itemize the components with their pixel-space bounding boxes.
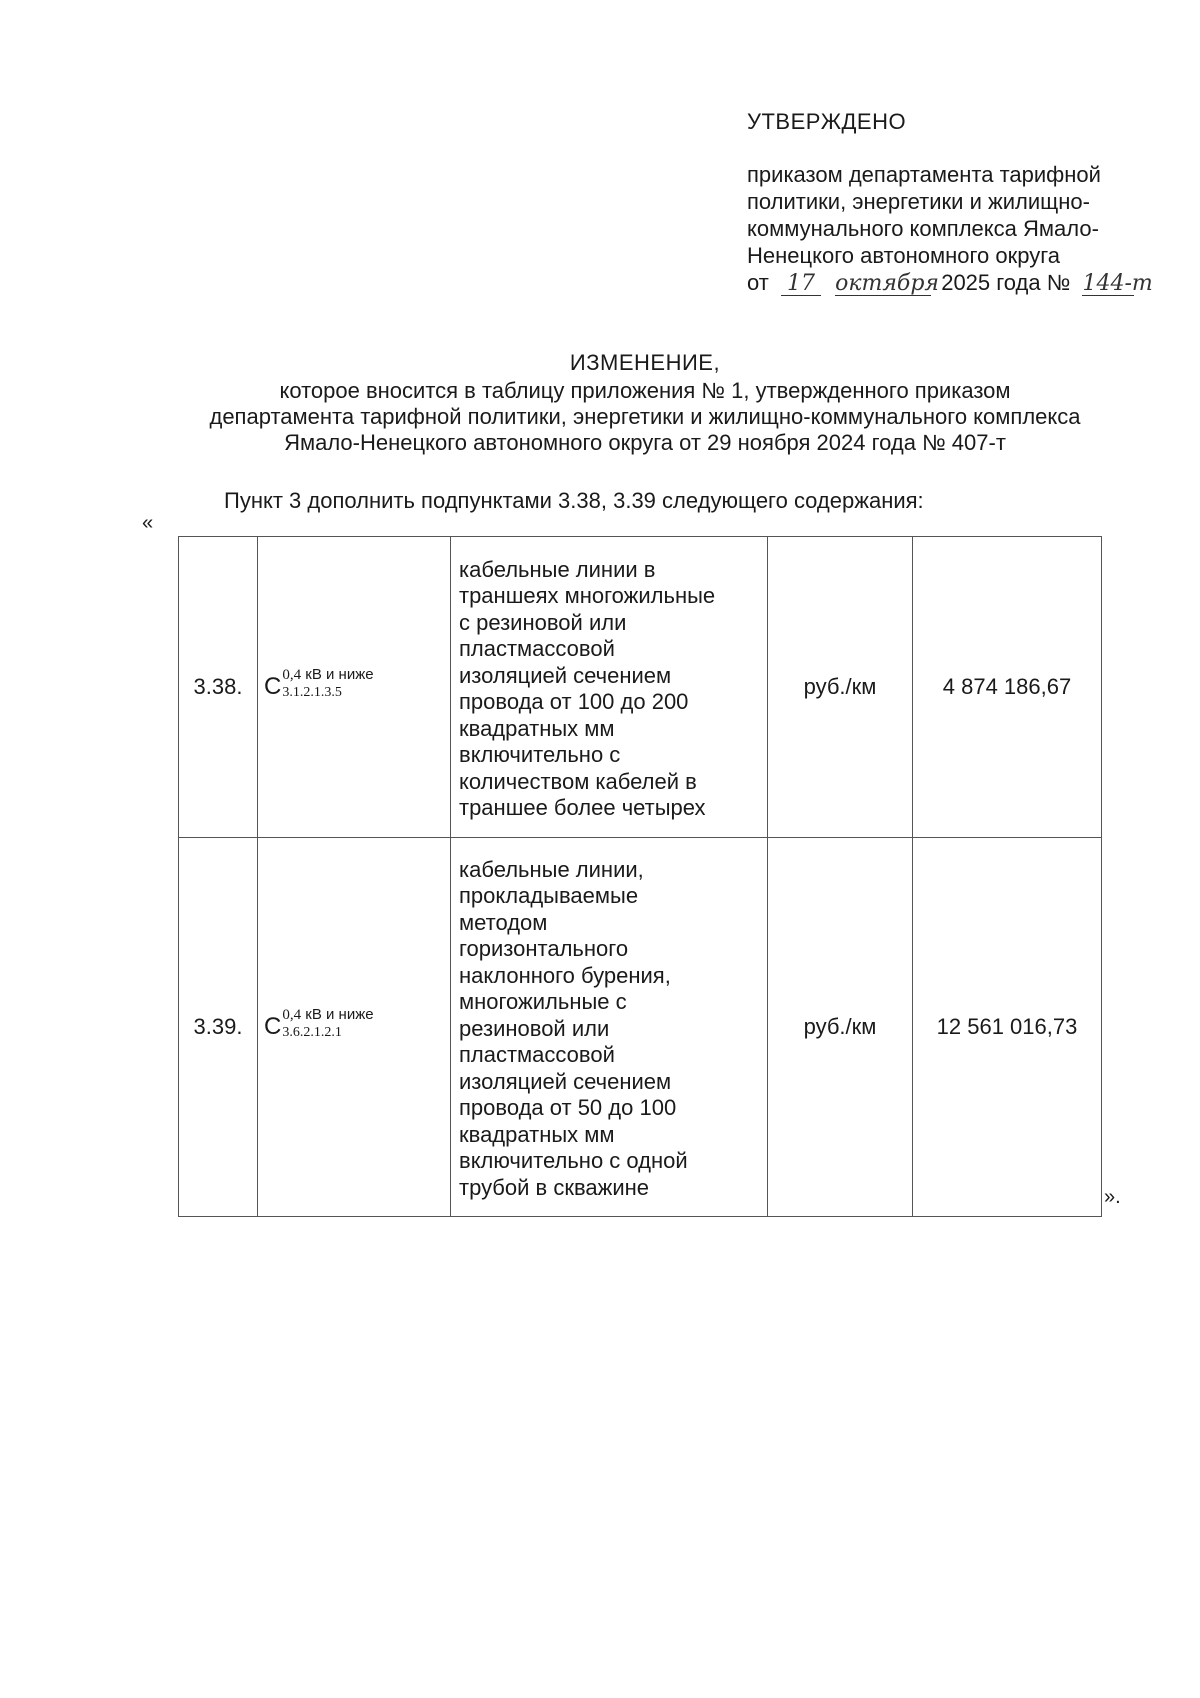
- description-line: прокладываемые: [459, 883, 639, 909]
- tariff-table: [178, 536, 1102, 1217]
- description-line: пластмассовой: [459, 1042, 615, 1068]
- rate-code-voltage-text: кВ и ниже: [301, 1006, 374, 1023]
- description-line: методом: [459, 909, 548, 935]
- description-line: изоляцией сечением: [459, 1068, 672, 1094]
- description-line: включительно с одной: [459, 1148, 688, 1174]
- amendment-subtitle-line: департамента тарифной политики, энергетики и жилищно-коммунального комплекса: [209, 404, 1081, 429]
- description-line: количеством кабелей в: [459, 768, 697, 794]
- close-quote: ».: [1104, 1186, 1121, 1208]
- date-year-text: 2025 года №: [941, 270, 1071, 295]
- intro-text: Пункт 3 дополнить подпунктами 3.38, 3.39 следующего содержания:: [224, 488, 924, 513]
- description-line: провода от 50 до 100: [459, 1095, 677, 1121]
- description-line: кабельные линии,: [459, 856, 644, 882]
- rate-code-formula: [264, 666, 374, 702]
- open-quote: «: [142, 512, 154, 534]
- row-description: [451, 838, 768, 1217]
- description-line: траншеях многожильные: [459, 583, 716, 608]
- row-value: 4 874 186,67: [913, 537, 1102, 838]
- rate-code-superscript: [282, 666, 373, 684]
- row-unit: руб./км: [768, 537, 913, 838]
- rate-code-formula: [264, 1006, 374, 1042]
- description-line: провода от 100 до 200: [459, 689, 689, 714]
- description-line: наклонного бурения,: [459, 962, 671, 988]
- description-line: резиновой или: [459, 1015, 610, 1041]
- rate-code-subscript: 3.1.2.1.3.5: [282, 685, 342, 700]
- description-line: с резиновой или: [459, 609, 627, 635]
- description-line: квадратных мм: [459, 715, 615, 741]
- row-number: 3.38.: [179, 537, 258, 838]
- approval-date-line: [747, 269, 1167, 296]
- rate-code: [258, 838, 451, 1217]
- description-line: квадратных мм: [459, 1121, 615, 1147]
- approval-line: политики, энергетики и жилищно-: [747, 189, 1090, 214]
- row-value: 12 561 016,73: [913, 838, 1102, 1217]
- description-line: включительно с: [459, 742, 621, 767]
- amendment-subtitle-line: Ямало-Ненецкого автономного округа от 29 ноября 2024 года № 407-т: [284, 430, 1006, 455]
- amendment-title: ИЗМЕНЕНИЕ,: [569, 350, 721, 375]
- row-number: 3.39.: [179, 838, 258, 1217]
- rate-code-superscript: [282, 1006, 373, 1024]
- handwritten-order-number: 144-т: [1082, 271, 1153, 296]
- rate-code-voltage: 0,4: [282, 1007, 302, 1023]
- description-line: траншее более четырех: [459, 795, 706, 820]
- amendment-subtitle-line: которое вносится в таблицу приложения № 1, утвержденного приказом: [279, 378, 1011, 403]
- description-line: многожильные с: [459, 989, 627, 1015]
- rate-code-voltage: 0,4: [282, 667, 302, 683]
- rate-code-base: C: [264, 673, 282, 700]
- description-line: изоляцией сечением: [459, 662, 672, 688]
- description-line: пластмассовой: [459, 636, 615, 661]
- approval-heading: УТВЕРЖДЕНО: [747, 109, 907, 134]
- approval-block: [747, 108, 1167, 296]
- description-line: кабельные линии в: [459, 556, 656, 582]
- table-row: [179, 537, 1102, 838]
- handwritten-day: 17: [781, 273, 821, 296]
- date-prefix: от: [747, 270, 769, 295]
- amendment-title-block: [120, 350, 1170, 456]
- rate-code-voltage-text: кВ и ниже: [301, 666, 374, 683]
- approval-line: приказом департамента тарифной: [747, 162, 1101, 187]
- table-row: [179, 838, 1102, 1217]
- handwritten-month: октября: [835, 271, 939, 296]
- row-unit: руб./км: [768, 838, 913, 1217]
- description-line: горизонтального: [459, 936, 629, 962]
- description-line: трубой в скважине: [459, 1174, 650, 1200]
- approval-line: Ненецкого автономного округа: [747, 243, 1061, 268]
- approval-line: коммунального комплекса Ямало-: [747, 216, 1099, 241]
- rate-code: [258, 537, 451, 838]
- row-description: [451, 537, 768, 838]
- rate-code-base: C: [264, 1013, 282, 1040]
- rate-code-subscript: 3.6.2.1.2.1: [282, 1025, 342, 1040]
